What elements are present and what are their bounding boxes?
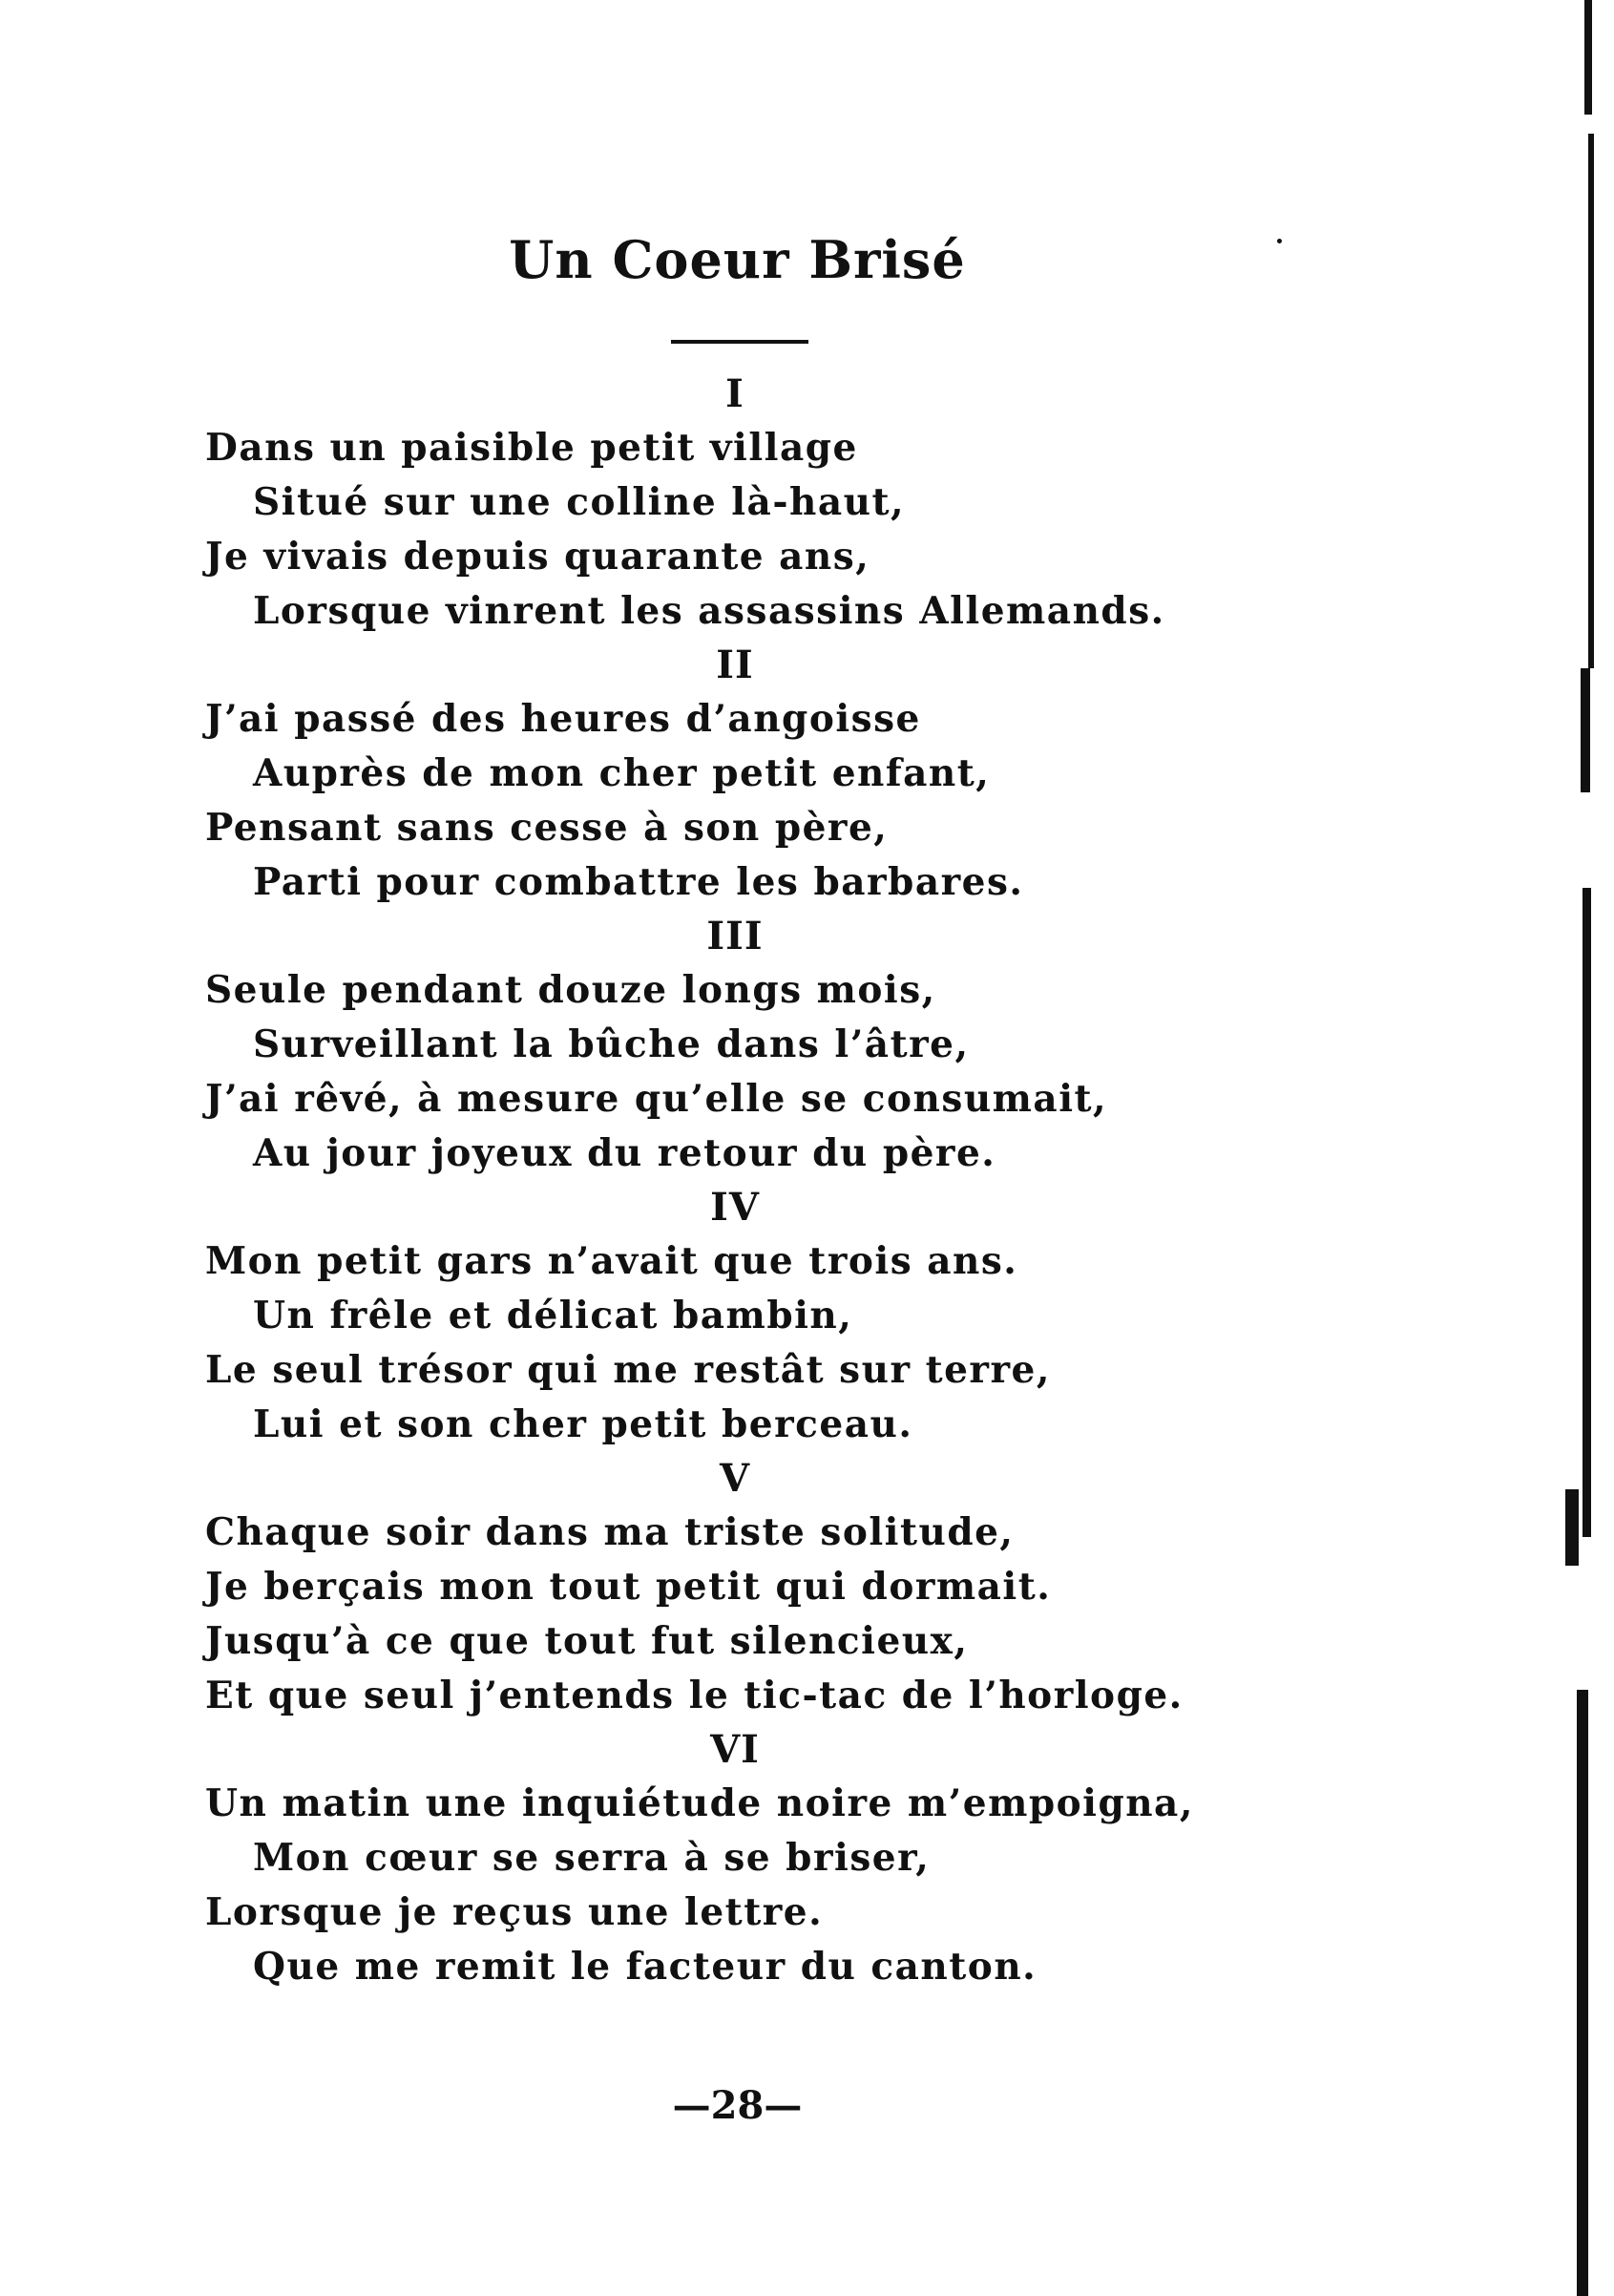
poem-body xyxy=(205,368,1331,1994)
verse-line: Mon petit gars n’avait que trois ans. xyxy=(205,1239,1018,1283)
stanza-numeral: VI xyxy=(710,1727,760,1772)
verse-line: Que me remit le facteur du canton. xyxy=(253,1945,1038,1989)
verse-line: Un matin une inquiétude noire m’empoigna, xyxy=(205,1781,1194,1825)
scan-speck xyxy=(1277,239,1282,243)
verse-line: Un frêle et délicat bambin, xyxy=(253,1294,853,1338)
verse-line: Jusqu’à ce que tout fut silencieux, xyxy=(205,1619,969,1663)
verse-line: Auprès de mon cher petit enfant, xyxy=(253,751,991,795)
stanza-numeral: V xyxy=(719,1456,751,1501)
verse-line: Lorsque vinrent les assassins Allemands. xyxy=(253,589,1165,633)
verse-line: Lui et son cher petit berceau. xyxy=(253,1402,913,1446)
verse-line: J’ai rêvé, à mesure qu’elle se consumait, xyxy=(205,1077,1108,1121)
verse-line: Seule pendant douze longs mois, xyxy=(205,968,936,1012)
stanza-numeral: I xyxy=(725,371,744,416)
verse-line: Chaque soir dans ma triste solitude, xyxy=(205,1510,1015,1554)
page-number: —28— xyxy=(672,2083,803,2128)
binding-edge xyxy=(1583,888,1591,1537)
verse-line: J’ai passé des heures d’angoisse xyxy=(205,697,921,741)
verse-line: Je vivais depuis quarante ans, xyxy=(205,535,870,579)
verse-line: Je berçais mon tout petit qui dormait. xyxy=(205,1565,1052,1609)
stanza-numeral: IV xyxy=(710,1185,760,1230)
verse-line: Lorsque je reçus une lettre. xyxy=(205,1890,824,1934)
verse-line: Au jour joyeux du retour du père. xyxy=(253,1131,996,1175)
binding-edge xyxy=(1581,668,1590,792)
binding-edge xyxy=(1588,134,1594,668)
verse-line: Le seul trésor qui me restât sur terre, xyxy=(205,1348,1051,1392)
verse-line: Mon cœur se serra à se briser, xyxy=(253,1836,931,1880)
stanza xyxy=(205,368,1331,639)
verse-line: Pensant sans cesse à son père, xyxy=(205,806,889,850)
stanza xyxy=(205,1452,1331,1723)
title-rule xyxy=(671,340,808,344)
stanza-numeral: II xyxy=(716,642,754,687)
stanza-numeral: III xyxy=(706,914,764,958)
verse-line: Dans un paisible petit village xyxy=(205,426,858,470)
binding-edge xyxy=(1577,1690,1588,2296)
binding-edge xyxy=(1565,1489,1579,1566)
stanza xyxy=(205,1181,1331,1452)
verse-line: Situé sur une colline là-haut, xyxy=(253,480,906,524)
verse-line: Et que seul j’entends le tic-tac de l’horloge. xyxy=(205,1674,1184,1717)
stanza xyxy=(205,639,1331,910)
stanza xyxy=(205,910,1331,1181)
verse-line: Surveillant la bûche dans l’âtre, xyxy=(253,1022,970,1066)
poem-title: Un Coeur Brisé xyxy=(509,229,966,290)
verse-line: Parti pour combattre les barbares. xyxy=(253,860,1024,904)
stanza xyxy=(205,1723,1331,1994)
binding-edge xyxy=(1584,0,1592,115)
